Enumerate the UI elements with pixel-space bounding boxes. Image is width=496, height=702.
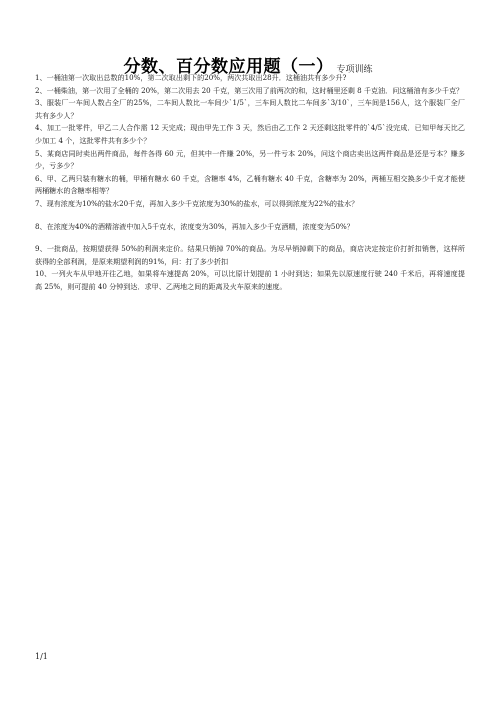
question-8: 8、在浓度为40%的酒精溶液中加入5千克水，浓度变为30%，再加入多少千克酒精，浓度变为50%？ [35,221,354,231]
page-title: 分数、百分数应用题（一） [123,57,334,77]
spacer [35,233,465,243]
page-subtitle: 专项训练 [336,65,373,75]
page-number: 1/1 [35,652,48,661]
question-5: 5、某商店同时卖出两件商品，每件各得 60 元，但其中一件赚 20%，另一件亏本 20%，问这个商店卖出这两件商品是还是亏本？赚多少，亏多少？ [35,148,465,171]
question-1: 1、一桶油第一次取出总数的10%，第二次取出剩下的20%，两次共取出28升．这桶油共有多少升? [35,73,347,82]
spacer [35,211,465,221]
question-2: 2、一桶柴油，第一次用了全桶的 20%，第二次用去 20 千克，第三次用了前两次的和，这时桶里还剩 8 千克油．问这桶油有多少千克？ [35,85,464,95]
question-9: 9、一批商品，按期望获得 50%的利润来定价。结果只销掉 70%的商品。为尽早销掉剩下的商品，商店决定按定价打折扣销售，这样所获得的全部利润，是原来期望利润的91%，问：打了多少折扣 [35,244,465,266]
question-6: 6、甲、乙两只装有糖水的桶，甲桶有糖水 60 千克，含糖率 4%，乙桶有糖水 40 千克，含糖率为 20%，两桶互相交换多少千克才能使两桶糖水的含糖率相等？ [35,173,465,196]
question-3: 3、服装厂一车间人数占全厂的25%，二车间人数比一车间少`1/5`，三车间人数比二车间多`3/10`，三车间是156人，这个服装厂全厂共有多少人？ [35,98,465,120]
question-10: 10、一列火车从甲地开往乙地，如果将车速提高 20%，可以比原计划提前 1 小时到达；如果先以原速度行驶 240 千米后，再将速度提高 25%，则可提前 40 分钟到达．求甲、乙两地之间的距离及火车原来的速度。 [35,269,465,291]
question-list [35,72,465,294]
question-4: 4、加工一批零件，甲乙二人合作需 12 天完成；现由甲先工作 3 天，然后由乙工作 2 天还剩这批零件的`4/5`没完成．已知甲每天比乙少加工 4 个，这批零件共有多少个？ [35,123,465,145]
question-7: 7、现有浓度为10%的盐水20千克，再加入多少千克浓度为30%的盐水，可以得到浓度为22%的盐水？ [35,198,359,208]
